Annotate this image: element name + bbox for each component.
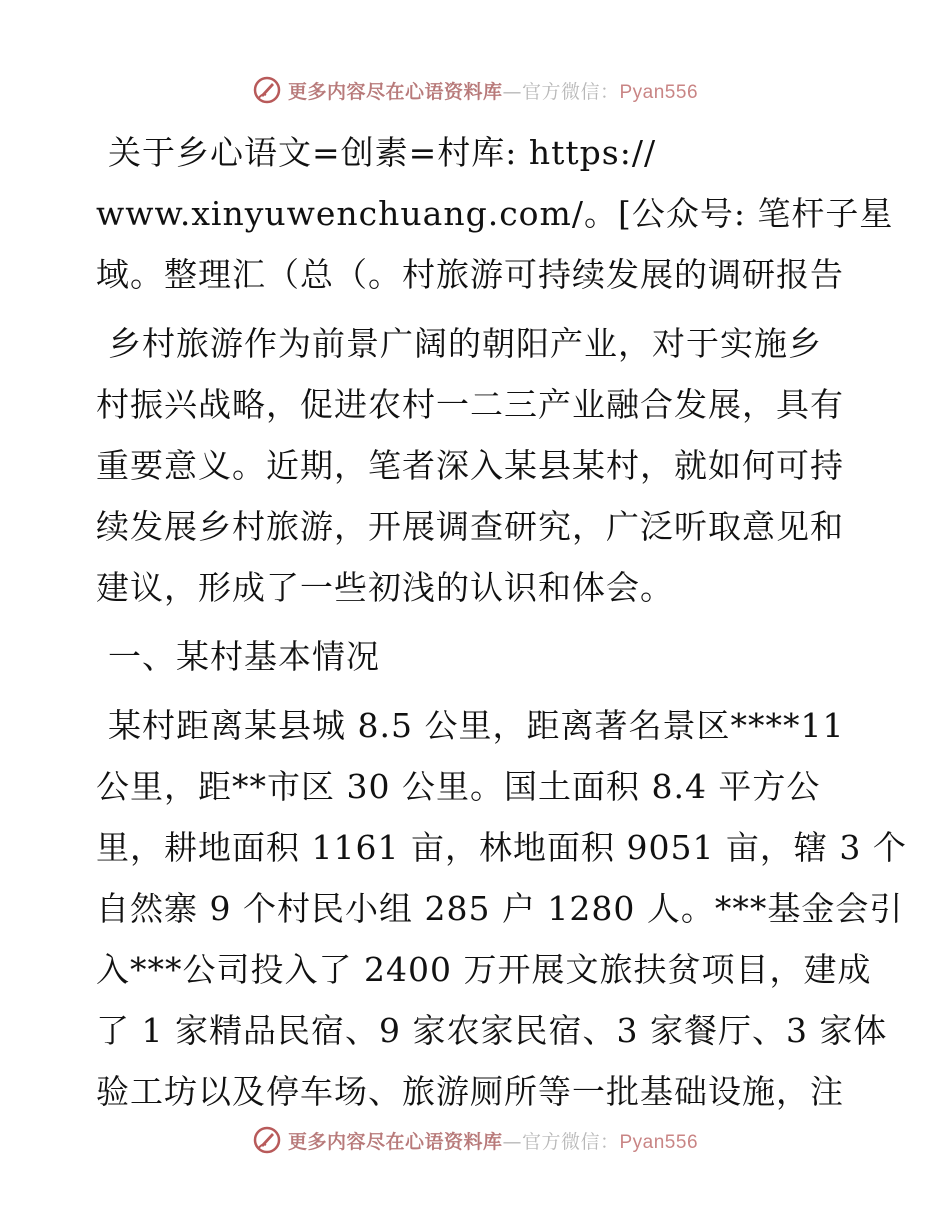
- intro-line: 建议，形成了一些初浅的认识和体会。: [96, 568, 674, 607]
- banner-wechat-label: 官方微信：: [521, 80, 620, 103]
- title-line: 关于乡心语文=创素=村库: https://: [108, 133, 657, 172]
- document-content: [96, 122, 907, 1122]
- banner-wechat-id: Pyan556: [619, 81, 699, 103]
- footer-banner: [0, 1120, 950, 1160]
- banner-brand: 更多内容尽在心语资料库: [287, 1130, 503, 1153]
- body-line: 某村距离某县城 8.5 公里，距离著名景区****11: [108, 706, 845, 745]
- banner-dash: —: [502, 1130, 522, 1153]
- banner-brand: 更多内容尽在心语资料库: [287, 80, 503, 103]
- intro-line: 村振兴战略，促进农村一二三产业融合发展，具有: [96, 385, 844, 424]
- intro-line: 乡村旅游作为前景广阔的朝阳产业，对于实施乡: [108, 324, 822, 363]
- title-line: 域。整理汇（总（。村旅游可持续发展的调研报告: [96, 255, 844, 294]
- brand-logo-icon: [252, 75, 282, 105]
- body-line: 里，耕地面积 1161 亩，林地面积 9051 亩，辖 3 个: [96, 828, 907, 867]
- title-line: www.xinyuwenchuang.com/。[公众号: 笔杆子星: [96, 194, 894, 233]
- body-line: 入***公司投入了 2400 万开展文旅扶贫项目，建成: [96, 950, 872, 989]
- banner-dash: —: [502, 80, 522, 103]
- body-line: 验工坊以及停车场、旅游厕所等一批基础设施，注: [96, 1072, 844, 1111]
- intro-line: 续发展乡村旅游，开展调查研究，广泛听取意见和: [96, 507, 844, 546]
- brand-logo-icon: [252, 1125, 282, 1155]
- banner-text: [288, 1127, 698, 1154]
- banner-text: [288, 77, 698, 104]
- header-banner: [0, 70, 950, 110]
- banner-wechat-label: 官方微信：: [521, 1130, 620, 1153]
- section-heading: 一、某村基本情况: [108, 637, 380, 676]
- intro-line: 重要意义。近期，笔者深入某县某村，就如何可持: [96, 446, 844, 485]
- body-line: 公里，距**市区 30 公里。国土面积 8.4 平方公: [96, 767, 821, 806]
- banner-wechat-id: Pyan556: [619, 1131, 699, 1153]
- body-line: 自然寨 9 个村民小组 285 户 1280 人。***基金会引: [96, 889, 904, 928]
- body-line: 了 1 家精品民宿、9 家农家民宿、3 家餐厅、3 家体: [96, 1011, 888, 1050]
